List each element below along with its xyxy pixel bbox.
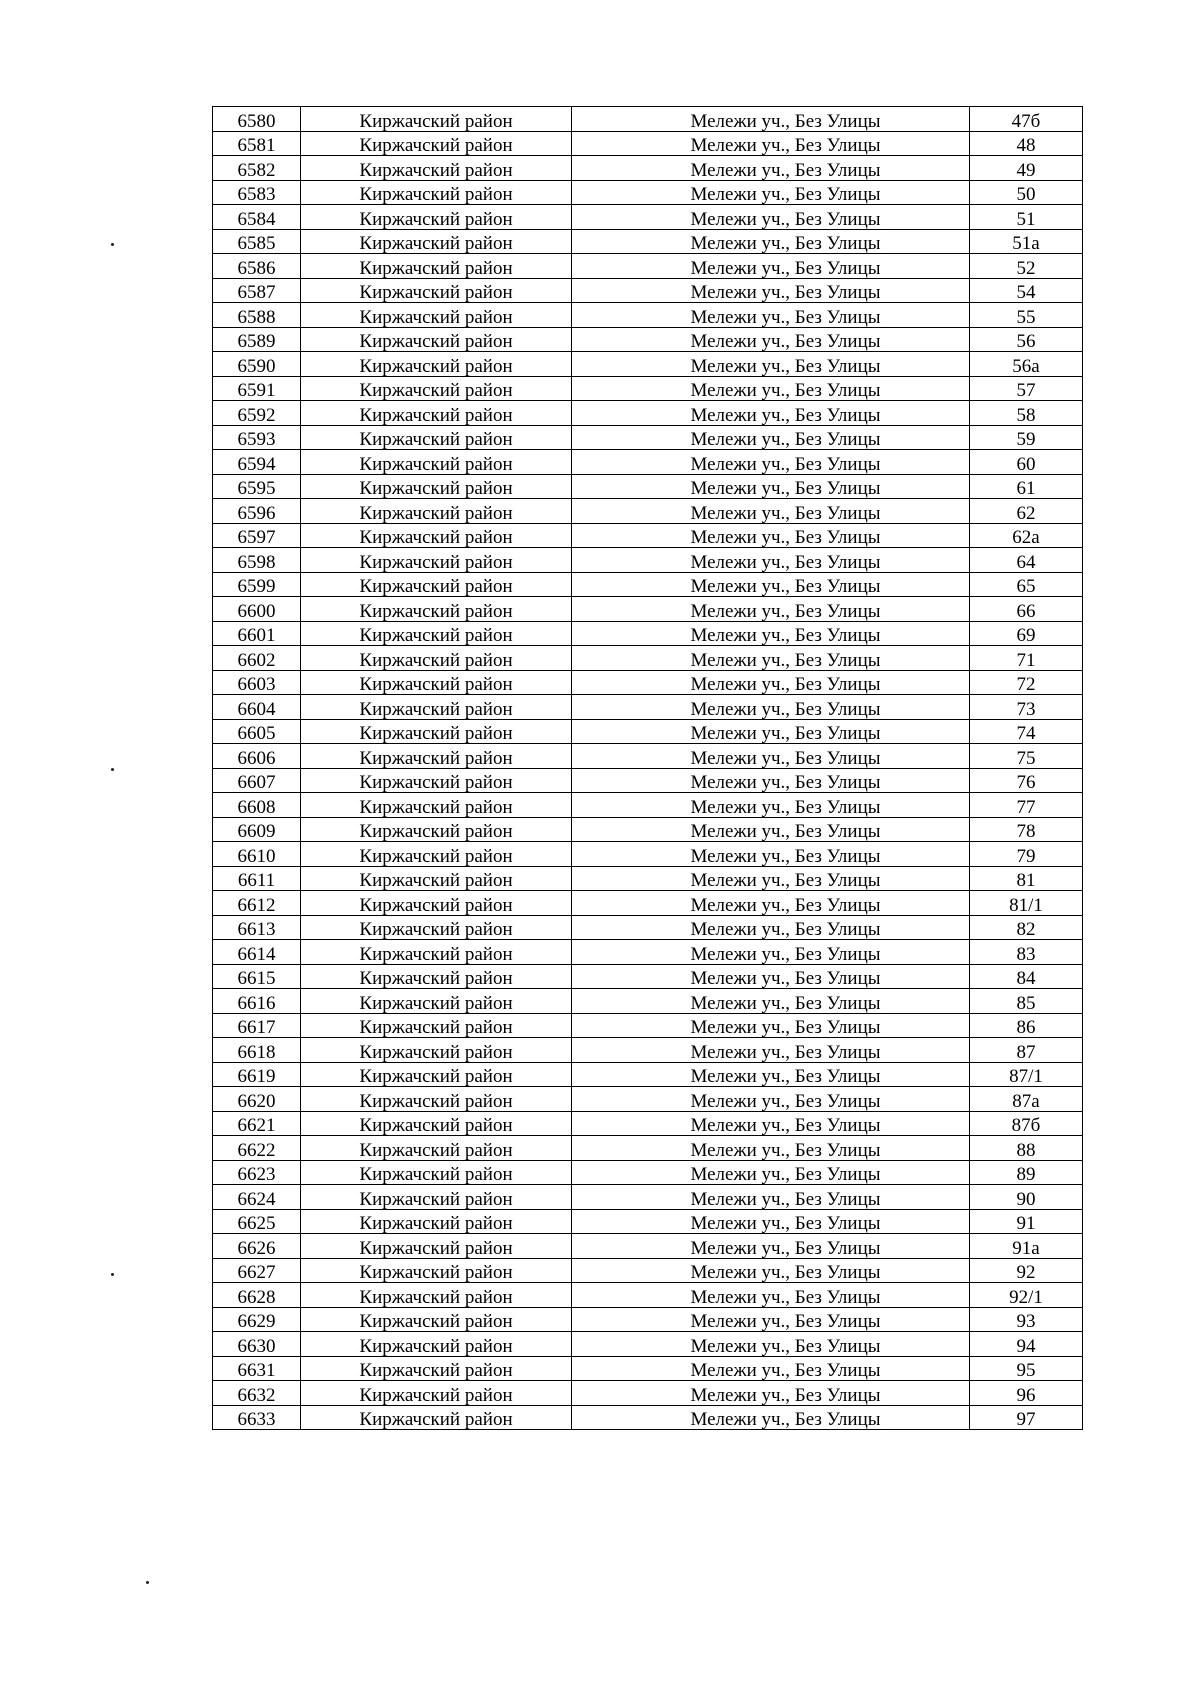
district-cell: Киржачский район [301,1332,572,1357]
house-number-cell: 56 [970,327,1083,352]
district-cell: Киржачский район [301,229,572,254]
house-number-cell: 47б [970,107,1083,132]
house-number-cell: 88 [970,1136,1083,1161]
house-number-cell: 64 [970,548,1083,573]
house-number-cell: 92/1 [970,1283,1083,1308]
row-number: 6593 [213,425,301,450]
house-number-cell: 65 [970,572,1083,597]
address-cell: Мележи уч., Без Улицы [572,352,970,377]
table-row [213,744,1083,769]
row-number: 6598 [213,548,301,573]
district-cell: Киржачский район [301,327,572,352]
address-cell: Мележи уч., Без Улицы [572,646,970,671]
district-cell: Киржачский район [301,1062,572,1087]
scan-speck [111,768,114,771]
row-number: 6605 [213,719,301,744]
house-number-cell: 74 [970,719,1083,744]
district-cell: Киржачский район [301,303,572,328]
address-cell: Мележи уч., Без Улицы [572,1185,970,1210]
row-number: 6586 [213,254,301,279]
address-cell: Мележи уч., Без Улицы [572,817,970,842]
house-number-cell: 91а [970,1234,1083,1259]
table-row [213,1283,1083,1308]
address-cell: Мележи уч., Без Улицы [572,1332,970,1357]
address-cell: Мележи уч., Без Улицы [572,1234,970,1259]
house-number-cell: 49 [970,156,1083,181]
district-cell: Киржачский район [301,425,572,450]
district-cell: Киржачский район [301,842,572,867]
district-cell: Киржачский район [301,401,572,426]
district-cell: Киржачский район [301,1013,572,1038]
table-row [213,523,1083,548]
row-number: 6606 [213,744,301,769]
house-number-cell: 48 [970,131,1083,156]
house-number-cell: 87б [970,1111,1083,1136]
table-row [213,254,1083,279]
table-row [213,180,1083,205]
address-cell: Мележи уч., Без Улицы [572,940,970,965]
row-number: 6602 [213,646,301,671]
house-number-cell: 81/1 [970,891,1083,916]
house-number-cell: 84 [970,964,1083,989]
address-cell: Мележи уч., Без Улицы [572,572,970,597]
row-number: 6629 [213,1307,301,1332]
district-cell: Киржачский район [301,891,572,916]
scan-speck [111,1273,114,1276]
table-row [213,1185,1083,1210]
table-row [213,107,1083,132]
row-number: 6610 [213,842,301,867]
house-number-cell: 62 [970,499,1083,524]
table-row [213,964,1083,989]
house-number-cell: 69 [970,621,1083,646]
row-number: 6585 [213,229,301,254]
address-cell: Мележи уч., Без Улицы [572,156,970,181]
scan-speck [111,243,114,246]
house-number-cell: 72 [970,670,1083,695]
row-number: 6619 [213,1062,301,1087]
district-cell: Киржачский район [301,597,572,622]
address-cell: Мележи уч., Без Улицы [572,964,970,989]
table-row [213,131,1083,156]
row-number: 6588 [213,303,301,328]
row-number: 6624 [213,1185,301,1210]
address-cell: Мележи уч., Без Улицы [572,621,970,646]
address-cell: Мележи уч., Без Улицы [572,107,970,132]
district-cell: Киржачский район [301,1356,572,1381]
address-cell: Мележи уч., Без Улицы [572,670,970,695]
document-page [47,0,1153,1699]
district-cell: Киржачский район [301,107,572,132]
table-row [213,670,1083,695]
address-cell: Мележи уч., Без Улицы [572,1283,970,1308]
scan-speck [146,1581,149,1584]
row-number: 6625 [213,1209,301,1234]
table-row [213,1381,1083,1406]
district-cell: Киржачский район [301,768,572,793]
address-cell: Мележи уч., Без Улицы [572,842,970,867]
house-number-cell: 96 [970,1381,1083,1406]
row-number: 6611 [213,866,301,891]
district-cell: Киржачский район [301,817,572,842]
address-cell: Мележи уч., Без Улицы [572,744,970,769]
row-number: 6591 [213,376,301,401]
house-number-cell: 79 [970,842,1083,867]
address-cell: Мележи уч., Без Улицы [572,180,970,205]
house-number-cell: 95 [970,1356,1083,1381]
district-cell: Киржачский район [301,719,572,744]
row-number: 6603 [213,670,301,695]
address-cell: Мележи уч., Без Улицы [572,376,970,401]
district-cell: Киржачский район [301,1038,572,1063]
row-number: 6613 [213,915,301,940]
row-number: 6628 [213,1283,301,1308]
address-cell: Мележи уч., Без Улицы [572,989,970,1014]
table-row [213,989,1083,1014]
table-row [213,1038,1083,1063]
address-table [212,106,1083,1430]
table-row [213,425,1083,450]
address-cell: Мележи уч., Без Улицы [572,597,970,622]
address-cell: Мележи уч., Без Улицы [572,401,970,426]
address-cell: Мележи уч., Без Улицы [572,793,970,818]
table-row [213,1087,1083,1112]
address-cell: Мележи уч., Без Улицы [572,327,970,352]
district-cell: Киржачский район [301,989,572,1014]
table-row [213,621,1083,646]
table-row [213,793,1083,818]
row-number: 6597 [213,523,301,548]
address-cell: Мележи уч., Без Улицы [572,1258,970,1283]
house-number-cell: 52 [970,254,1083,279]
address-cell: Мележи уч., Без Улицы [572,891,970,916]
table-row [213,205,1083,230]
house-number-cell: 93 [970,1307,1083,1332]
district-cell: Киржачский район [301,352,572,377]
table-row [213,278,1083,303]
house-number-cell: 91 [970,1209,1083,1234]
table-row [213,842,1083,867]
row-number: 6590 [213,352,301,377]
row-number: 6620 [213,1087,301,1112]
house-number-cell: 57 [970,376,1083,401]
house-number-cell: 94 [970,1332,1083,1357]
table-row [213,474,1083,499]
house-number-cell: 58 [970,401,1083,426]
address-cell: Мележи уч., Без Улицы [572,1209,970,1234]
district-cell: Киржачский район [301,205,572,230]
table-row [213,1160,1083,1185]
address-cell: Мележи уч., Без Улицы [572,866,970,891]
district-cell: Киржачский район [301,376,572,401]
house-number-cell: 51 [970,205,1083,230]
district-cell: Киржачский район [301,1234,572,1259]
address-cell: Мележи уч., Без Улицы [572,1087,970,1112]
row-number: 6594 [213,450,301,475]
table-row [213,1136,1083,1161]
row-number: 6609 [213,817,301,842]
table-row [213,1234,1083,1259]
address-cell: Мележи уч., Без Улицы [572,1136,970,1161]
row-number: 6632 [213,1381,301,1406]
house-number-cell: 87/1 [970,1062,1083,1087]
district-cell: Киржачский район [301,866,572,891]
row-number: 6616 [213,989,301,1014]
row-number: 6615 [213,964,301,989]
table-row [213,719,1083,744]
district-cell: Киржачский район [301,1087,572,1112]
row-number: 6633 [213,1405,301,1430]
row-number: 6595 [213,474,301,499]
table-row [213,1209,1083,1234]
address-cell: Мележи уч., Без Улицы [572,278,970,303]
address-cell: Мележи уч., Без Улицы [572,1111,970,1136]
table-row [213,1062,1083,1087]
house-number-cell: 89 [970,1160,1083,1185]
address-cell: Мележи уч., Без Улицы [572,768,970,793]
district-cell: Киржачский район [301,278,572,303]
address-cell: Мележи уч., Без Улицы [572,548,970,573]
table-row [213,156,1083,181]
house-number-cell: 61 [970,474,1083,499]
house-number-cell: 62а [970,523,1083,548]
table-row [213,891,1083,916]
address-cell: Мележи уч., Без Улицы [572,719,970,744]
district-cell: Киржачский район [301,695,572,720]
row-number: 6592 [213,401,301,426]
address-cell: Мележи уч., Без Улицы [572,695,970,720]
table-row [213,940,1083,965]
table-row [213,229,1083,254]
row-number: 6582 [213,156,301,181]
address-table-body [213,107,1083,1430]
house-number-cell: 77 [970,793,1083,818]
table-row [213,1332,1083,1357]
row-number: 6630 [213,1332,301,1357]
district-cell: Киржачский район [301,964,572,989]
address-cell: Мележи уч., Без Улицы [572,1013,970,1038]
house-number-cell: 92 [970,1258,1083,1283]
district-cell: Киржачский район [301,1209,572,1234]
district-cell: Киржачский район [301,523,572,548]
district-cell: Киржачский район [301,915,572,940]
house-number-cell: 66 [970,597,1083,622]
table-row [213,548,1083,573]
row-number: 6622 [213,1136,301,1161]
row-number: 6623 [213,1160,301,1185]
house-number-cell: 76 [970,768,1083,793]
house-number-cell: 75 [970,744,1083,769]
district-cell: Киржачский район [301,621,572,646]
row-number: 6587 [213,278,301,303]
row-number: 6621 [213,1111,301,1136]
row-number: 6596 [213,499,301,524]
address-cell: Мележи уч., Без Улицы [572,1038,970,1063]
row-number: 6580 [213,107,301,132]
house-number-cell: 87а [970,1087,1083,1112]
address-cell: Мележи уч., Без Улицы [572,205,970,230]
address-cell: Мележи уч., Без Улицы [572,1405,970,1430]
table-row [213,1307,1083,1332]
house-number-cell: 73 [970,695,1083,720]
district-cell: Киржачский район [301,474,572,499]
district-cell: Киржачский район [301,572,572,597]
row-number: 6614 [213,940,301,965]
table-row [213,768,1083,793]
house-number-cell: 50 [970,180,1083,205]
address-cell: Мележи уч., Без Улицы [572,254,970,279]
address-cell: Мележи уч., Без Улицы [572,1062,970,1087]
table-row [213,450,1083,475]
row-number: 6626 [213,1234,301,1259]
address-cell: Мележи уч., Без Улицы [572,1381,970,1406]
row-number: 6601 [213,621,301,646]
row-number: 6581 [213,131,301,156]
district-cell: Киржачский район [301,1185,572,1210]
house-number-cell: 87 [970,1038,1083,1063]
table-row [213,572,1083,597]
table-row [213,817,1083,842]
address-cell: Мележи уч., Без Улицы [572,474,970,499]
district-cell: Киржачский район [301,940,572,965]
row-number: 6599 [213,572,301,597]
table-row [213,1111,1083,1136]
house-number-cell: 71 [970,646,1083,671]
table-row [213,352,1083,377]
house-number-cell: 86 [970,1013,1083,1038]
table-row [213,695,1083,720]
district-cell: Киржачский район [301,1160,572,1185]
district-cell: Киржачский район [301,744,572,769]
table-row [213,597,1083,622]
district-cell: Киржачский район [301,1405,572,1430]
house-number-cell: 59 [970,425,1083,450]
house-number-cell: 60 [970,450,1083,475]
table-row [213,1013,1083,1038]
row-number: 6618 [213,1038,301,1063]
address-cell: Мележи уч., Без Улицы [572,425,970,450]
table-row [213,376,1083,401]
district-cell: Киржачский район [301,548,572,573]
table-row [213,1356,1083,1381]
district-cell: Киржачский район [301,1283,572,1308]
house-number-cell: 83 [970,940,1083,965]
row-number: 6604 [213,695,301,720]
row-number: 6583 [213,180,301,205]
table-row [213,499,1083,524]
address-cell: Мележи уч., Без Улицы [572,1356,970,1381]
row-number: 6627 [213,1258,301,1283]
row-number: 6600 [213,597,301,622]
table-row [213,915,1083,940]
row-number: 6589 [213,327,301,352]
house-number-cell: 85 [970,989,1083,1014]
row-number: 6607 [213,768,301,793]
district-cell: Киржачский район [301,156,572,181]
house-number-cell: 78 [970,817,1083,842]
district-cell: Киржачский район [301,450,572,475]
table-row [213,866,1083,891]
district-cell: Киржачский район [301,1381,572,1406]
house-number-cell: 54 [970,278,1083,303]
address-cell: Мележи уч., Без Улицы [572,915,970,940]
house-number-cell: 81 [970,866,1083,891]
house-number-cell: 97 [970,1405,1083,1430]
row-number: 6631 [213,1356,301,1381]
house-number-cell: 90 [970,1185,1083,1210]
district-cell: Киржачский район [301,793,572,818]
table-row [213,646,1083,671]
address-cell: Мележи уч., Без Улицы [572,131,970,156]
district-cell: Киржачский район [301,646,572,671]
district-cell: Киржачский район [301,131,572,156]
address-cell: Мележи уч., Без Улицы [572,1307,970,1332]
address-cell: Мележи уч., Без Улицы [572,303,970,328]
table-row [213,1258,1083,1283]
table-row [213,401,1083,426]
district-cell: Киржачский район [301,1307,572,1332]
address-cell: Мележи уч., Без Улицы [572,523,970,548]
district-cell: Киржачский район [301,1111,572,1136]
district-cell: Киржачский район [301,1136,572,1161]
district-cell: Киржачский район [301,1258,572,1283]
row-number: 6608 [213,793,301,818]
address-cell: Мележи уч., Без Улицы [572,1160,970,1185]
address-cell: Мележи уч., Без Улицы [572,499,970,524]
table-row [213,303,1083,328]
district-cell: Киржачский район [301,499,572,524]
row-number: 6617 [213,1013,301,1038]
house-number-cell: 55 [970,303,1083,328]
district-cell: Киржачский район [301,254,572,279]
district-cell: Киржачский район [301,670,572,695]
address-cell: Мележи уч., Без Улицы [572,450,970,475]
table-row [213,327,1083,352]
district-cell: Киржачский район [301,180,572,205]
house-number-cell: 51а [970,229,1083,254]
house-number-cell: 56а [970,352,1083,377]
table-row [213,1405,1083,1430]
row-number: 6584 [213,205,301,230]
house-number-cell: 82 [970,915,1083,940]
address-cell: Мележи уч., Без Улицы [572,229,970,254]
row-number: 6612 [213,891,301,916]
